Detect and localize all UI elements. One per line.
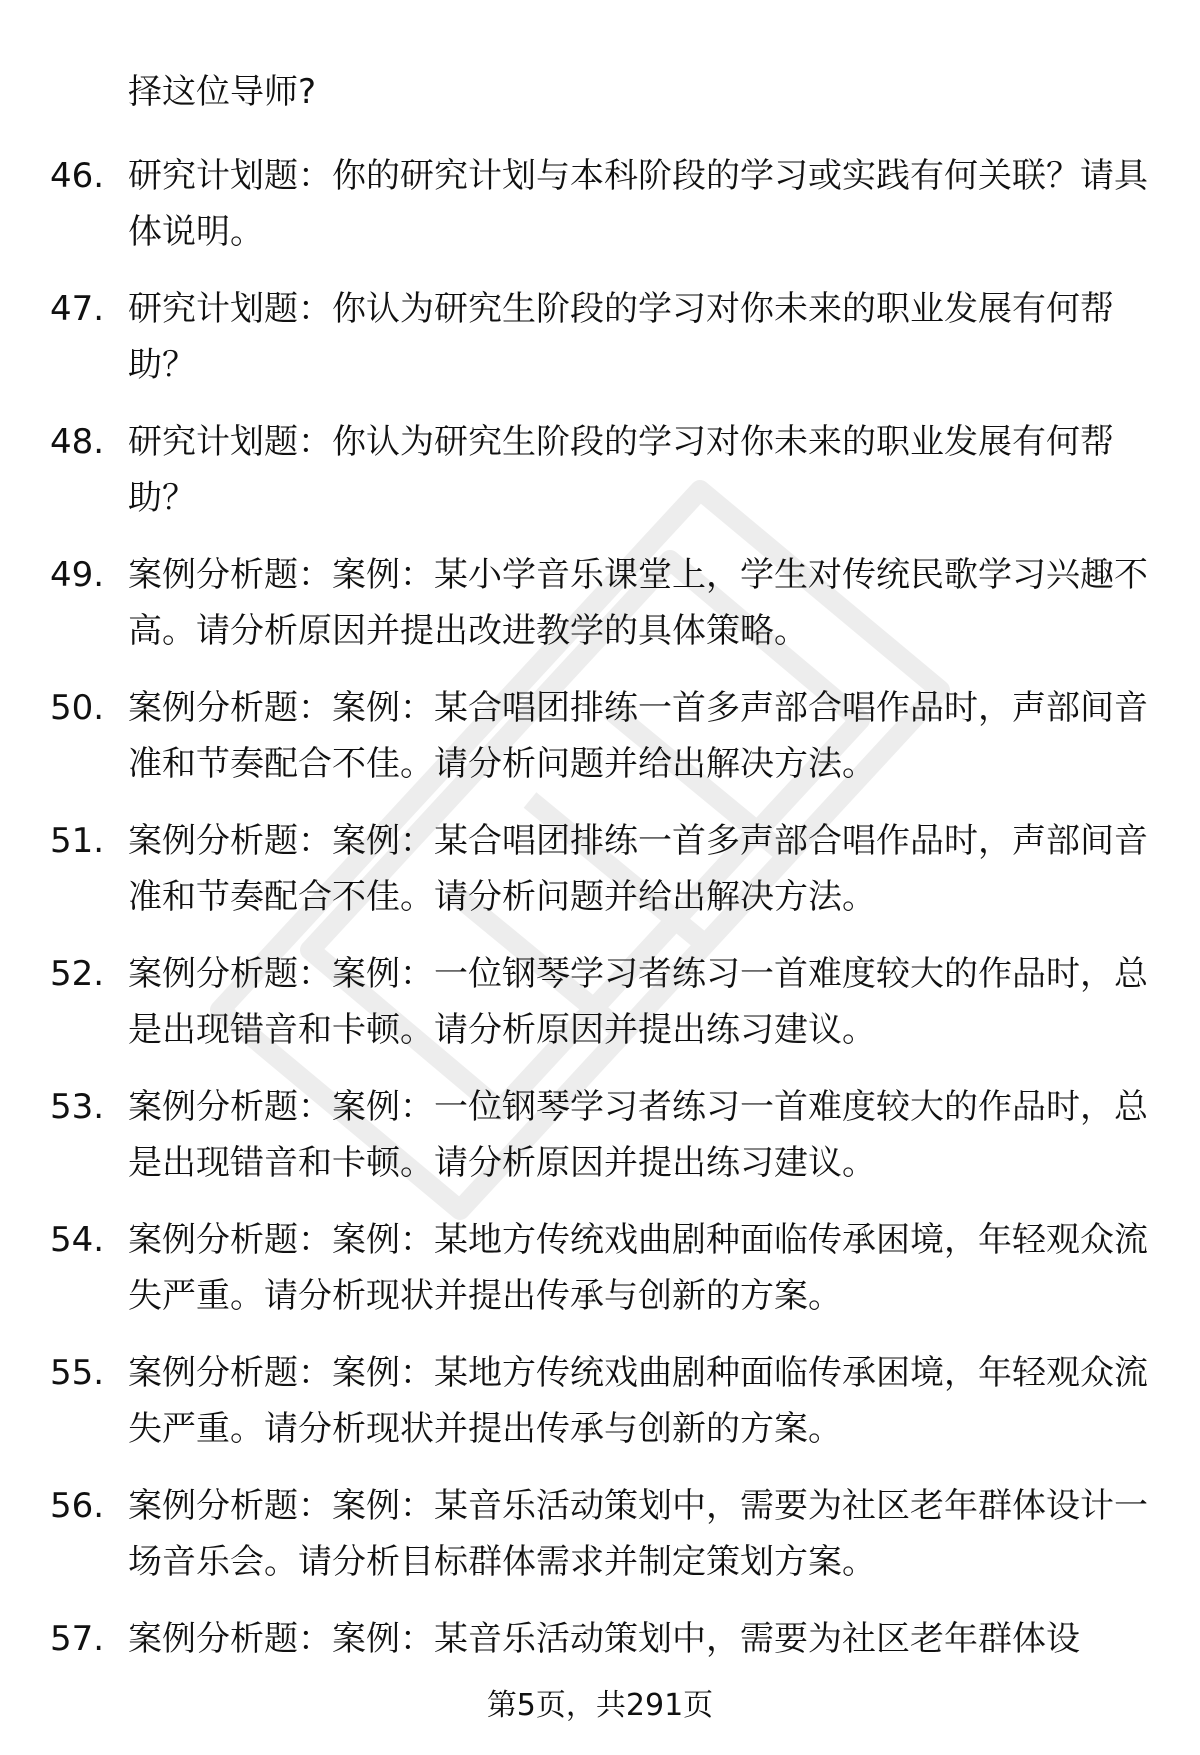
- question-text: 研究计划题：你认为研究生阶段的学习对你未来的职业发展有何帮助？: [128, 289, 1114, 385]
- question-number: 53.: [50, 1087, 105, 1127]
- question-text: 案例分析题：案例：某地方传统戏曲剧种面临传承困境，年轻观众流失严重。请分析现状并提出传承与创新的方案。: [128, 1353, 1148, 1449]
- question-number: 51.: [50, 821, 105, 861]
- question-continuation: 择这位导师?: [128, 72, 317, 112]
- question-text: 案例分析题：案例：某地方传统戏曲剧种面临传承困境，年轻观众流失严重。请分析现状并提出传承与创新的方案。: [128, 1220, 1148, 1316]
- question-text: 案例分析题：案例：一位钢琴学习者练习一首难度较大的作品时，总是出现错音和卡顿。请分析原因并提出练习建议。: [128, 1087, 1148, 1183]
- question-text: 案例分析题：案例：某小学音乐课堂上，学生对传统民歌学习兴趣不高。请分析原因并提出改进教学的具体策略。: [128, 555, 1148, 651]
- question-item: [0, 1079, 1200, 1212]
- question-number: 55.: [50, 1353, 105, 1393]
- question-text: 研究计划题：你认为研究生阶段的学习对你未来的职业发展有何帮助？: [128, 422, 1114, 518]
- question-item: [0, 680, 1200, 813]
- question-text: 案例分析题：案例：某音乐活动策划中，需要为社区老年群体设计一场音乐会。请分析目标群体需求并制定策划方案。: [128, 1486, 1148, 1582]
- question-item: [0, 1212, 1200, 1345]
- question-item: [0, 281, 1200, 414]
- question-list: [0, 148, 1200, 1744]
- question-number: 49.: [50, 555, 105, 595]
- page-footer: 第5页，共291页: [486, 1688, 714, 1723]
- question-item: [0, 148, 1200, 281]
- question-number: 46.: [50, 156, 105, 196]
- question-number: 57.: [50, 1619, 105, 1659]
- question-number: 54.: [50, 1220, 105, 1260]
- question-number: 50.: [50, 688, 105, 728]
- question-text: 案例分析题：案例：某音乐活动策划中，需要为社区老年群体设: [128, 1619, 1080, 1659]
- question-item: [0, 1345, 1200, 1478]
- question-number: 56.: [50, 1486, 105, 1526]
- question-text: 研究计划题：你的研究计划与本科阶段的学习或实践有何关联？请具体说明。: [128, 156, 1148, 252]
- question-number: 48.: [50, 422, 105, 462]
- question-item: [0, 1478, 1200, 1611]
- question-item: [0, 547, 1200, 680]
- question-item: [0, 414, 1200, 547]
- question-number: 47.: [50, 289, 105, 329]
- question-text: 案例分析题：案例：某合唱团排练一首多声部合唱作品时，声部间音准和节奏配合不佳。请分析问题并给出解决方法。: [128, 821, 1148, 917]
- question-text: 案例分析题：案例：一位钢琴学习者练习一首难度较大的作品时，总是出现错音和卡顿。请分析原因并提出练习建议。: [128, 954, 1148, 1050]
- question-number: 52.: [50, 954, 105, 994]
- question-item: [0, 813, 1200, 946]
- question-text: 案例分析题：案例：某合唱团排练一首多声部合唱作品时，声部间音准和节奏配合不佳。请分析问题并给出解决方法。: [128, 688, 1148, 784]
- question-item: [0, 946, 1200, 1079]
